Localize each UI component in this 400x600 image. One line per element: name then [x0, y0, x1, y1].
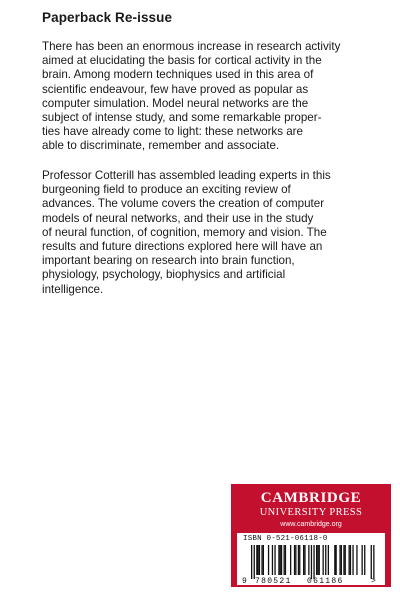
paragraph-1-line: computer simulation. Model neural networks are the	[42, 96, 309, 110]
barcode-bar	[328, 545, 329, 575]
barcode-bar	[261, 545, 262, 575]
paragraph-1-line: subject of intense study, and some remarkable proper-	[42, 111, 322, 125]
barcode-bar	[325, 545, 326, 575]
barcode-bar	[280, 545, 281, 575]
barcode-bar	[341, 545, 342, 575]
paragraph-2-line: advances. The volume covers the creation of computer	[42, 197, 325, 211]
paragraph-2-line: burgeoning field to produce an exciting review of	[42, 183, 291, 197]
barcode-bar	[311, 545, 312, 579]
barcode-bar	[356, 545, 357, 575]
barcode-right-digits: 061186	[307, 577, 344, 585]
barcode-bar	[308, 545, 309, 575]
barcode-bar	[362, 545, 363, 575]
barcode-bar	[303, 545, 304, 575]
barcode-bar	[256, 545, 257, 575]
paragraph-2-line: important bearing on research into brain function,	[42, 254, 295, 268]
barcode-bar	[323, 545, 324, 575]
paragraph-1-line: able to discriminate, remember and associate.	[42, 139, 280, 153]
barcode-bar	[298, 545, 299, 575]
barcode-bar	[349, 545, 350, 575]
barcode-bar	[284, 545, 285, 575]
paragraph-1-line: There has been an enormous increase in research activity	[42, 40, 341, 53]
publisher-subtitle: UNIVERSITY PRESS	[259, 507, 363, 518]
barcode-bar	[272, 545, 273, 575]
barcode-bar	[299, 545, 300, 575]
paragraph-2-line: Professor Cotterill has assembled leading experts in this	[42, 169, 331, 182]
barcode-lead-digit: 9	[242, 577, 247, 585]
barcode-bar	[334, 545, 335, 575]
barcode-bar	[263, 545, 264, 575]
publisher-imprint-box	[231, 484, 391, 587]
barcode-bar	[345, 545, 346, 575]
barcode-bar	[339, 545, 340, 575]
barcode-bar	[278, 545, 279, 575]
barcode-bar	[364, 545, 365, 575]
paragraph-2-line: physiology, psychology, biophysics and artificial	[42, 268, 286, 282]
barcode-bar	[251, 545, 252, 579]
description-paragraph-1	[42, 40, 372, 154]
isbn-label: ISBN 0-521-06118-0	[243, 535, 328, 543]
barcode-bar	[254, 545, 255, 579]
barcode-bar	[304, 545, 305, 575]
barcode-bar	[319, 545, 320, 575]
barcode-bar	[371, 545, 372, 579]
paragraph-2-line: results and future directions explored here will have an	[42, 240, 323, 254]
barcode-bar	[343, 545, 344, 575]
paragraph-1-line: brain. Among modern techniques used in this area of	[42, 68, 314, 82]
barcode-bar	[285, 545, 286, 575]
paragraph-2-line: of neural function, of cognition, memory and vision. The	[42, 225, 327, 239]
barcode-left-digits: 780521	[255, 577, 292, 585]
paragraph-2-line: models of neural networks, and their use in the study	[42, 211, 314, 225]
publisher-name: CAMBRIDGE	[260, 490, 362, 506]
barcode-bar	[295, 545, 296, 575]
barcode-bar	[268, 545, 269, 575]
barcode-bar	[281, 545, 282, 575]
barcode-bar	[258, 545, 259, 575]
barcode-bar	[350, 545, 351, 575]
barcode-bar	[290, 545, 291, 575]
barcode-bar	[259, 545, 260, 575]
barcode-bar	[317, 545, 318, 575]
paragraph-1-line: scientific endeavour, few have proved as popular as	[42, 82, 309, 96]
barcode-tail-mark: >	[371, 577, 376, 585]
barcode-bar	[294, 545, 295, 575]
barcode-bar	[313, 545, 314, 579]
barcode-bar	[373, 545, 374, 579]
barcode-panel	[237, 533, 385, 585]
paragraph-1-line: ties have already come to light: these networks are	[42, 125, 303, 139]
barcode-bar	[336, 545, 337, 575]
heading-paperback-reissue: Paperback Re-issue	[42, 10, 173, 25]
barcode-bar	[274, 545, 275, 575]
description-paragraph-2	[42, 169, 372, 297]
publisher-url: www.cambridge.org	[280, 521, 342, 528]
barcode-icon	[241, 545, 381, 585]
paragraph-1-line: aimed at elucidating the basis for cortical activity in the	[42, 54, 322, 68]
barcode-bar	[316, 545, 317, 575]
barcode-bar	[352, 545, 353, 575]
paragraph-2-line: intelligence.	[42, 282, 104, 296]
